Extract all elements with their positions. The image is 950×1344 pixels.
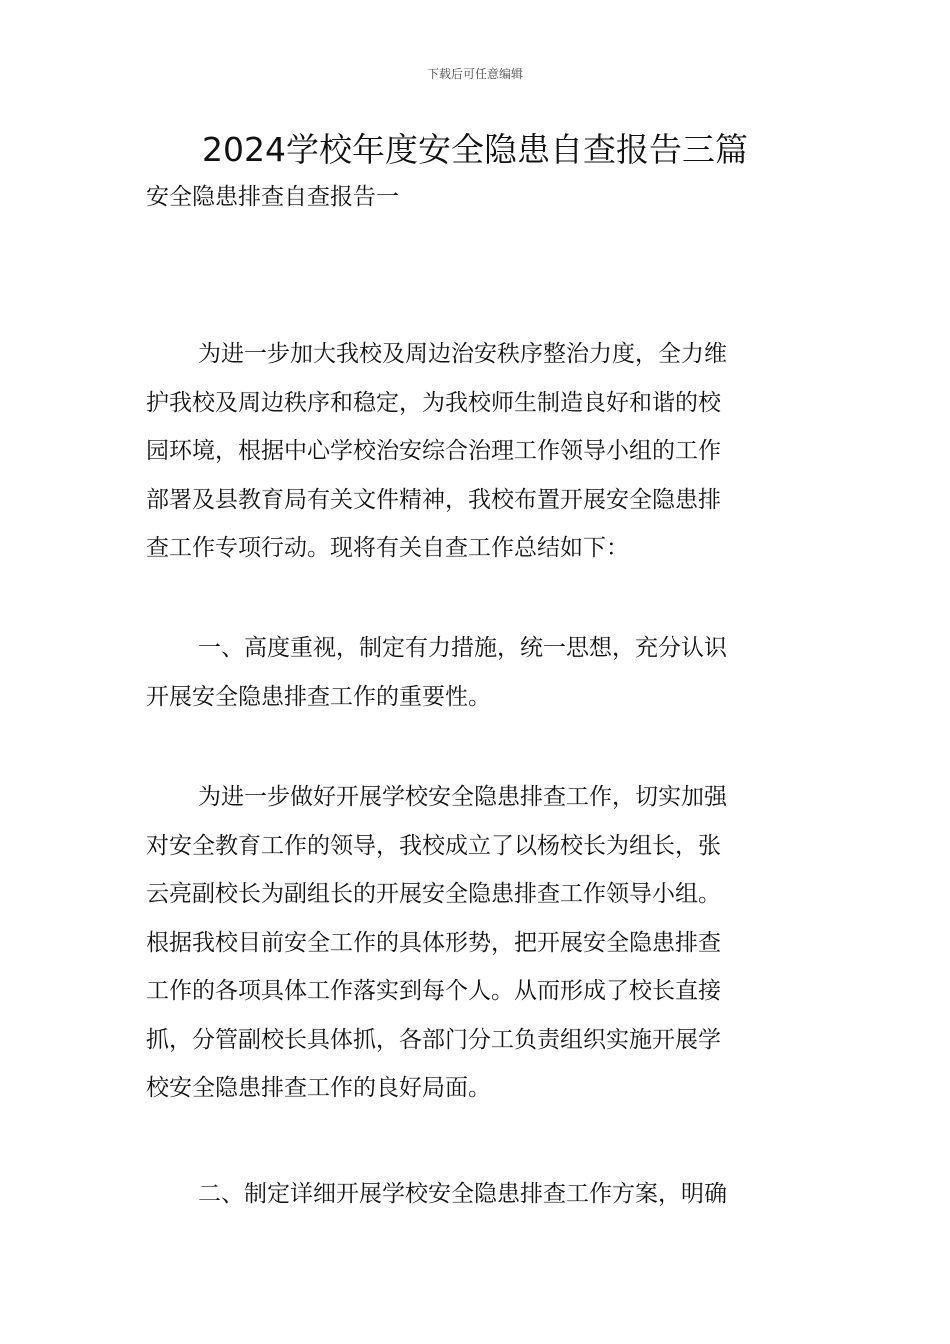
document-title: 2024学校年度安全隐患自查报告三篇: [202, 130, 748, 169]
paragraph-line: 根据我校目前安全工作的具体形势，把开展安全隐患排查: [146, 929, 721, 956]
paragraph-line: 二、制定详细开展学校安全隐患排查工作方案，明确: [198, 1181, 727, 1207]
paragraph-line: 工作的各项具体工作落实到每个人。从而形成了校长直接: [146, 978, 721, 1004]
paragraph-line: 查工作专项行动。现将有关自查工作总结如下：: [146, 535, 629, 561]
paragraph-line: 对安全教育工作的领导，我校成立了以杨校长为组长，张: [146, 832, 721, 859]
paragraph-line: 为进一步做好开展学校安全隐患排查工作，切实加强: [198, 784, 727, 810]
paragraph-line: 部署及县教育局有关文件精神，我校布置开展安全隐患排: [146, 486, 721, 513]
paragraph-line: 为进一步加大我校及周边治安秩序整治力度，全力维: [198, 341, 727, 367]
paragraph-3: [146, 773, 810, 1113]
paragraph-line: 抓，分管副校长具体抓，各部门分工负责组织实施开展学: [146, 1026, 721, 1053]
paragraph-line: 校安全隐患排查工作的良好局面。: [146, 1075, 491, 1101]
paragraph-line: 开展安全隐患排查工作的重要性。: [146, 683, 491, 710]
paragraph-4: [146, 1170, 810, 1219]
section-subtitle: 安全隐患排查自查报告一: [146, 184, 399, 210]
paragraph-1: [146, 330, 810, 573]
paragraph-line: 一、高度重视，制定有力措施，统一思想，充分认识: [198, 635, 727, 661]
paragraph-line: 云亮副校长为副组长的开展安全隐患排查工作领导小组。: [146, 881, 721, 907]
header-note: 下载后可任意编辑: [426, 67, 523, 81]
paragraph-line: 园环境，根据中心学校治安综合治理工作领导小组的工作: [146, 438, 721, 464]
paragraph-2: [146, 624, 810, 721]
paragraph-line: 护我校及周边秩序和稳定，为我校师生制造良好和谐的校: [146, 389, 721, 416]
